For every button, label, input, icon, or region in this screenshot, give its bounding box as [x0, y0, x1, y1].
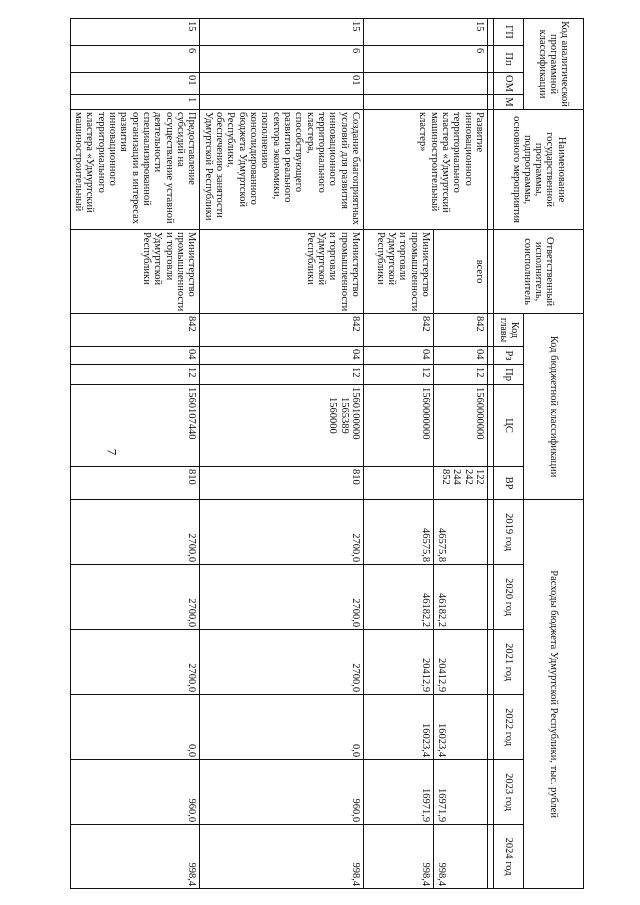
value-cell: 16023,4 — [434, 695, 488, 760]
gp-cell: 15 — [200, 19, 364, 46]
vr-value: 122 — [474, 469, 485, 485]
name-cell: Создание благоприятных условий для развития инновационного территориального кластера, способствующего развитию реального сектора экономики, пополнению консолидированного бюджета Удмуртской Республики, обеспечению занятости Удмуртской Республики — [200, 110, 364, 230]
budget-code-group-header: Код бюджетной классификации — [524, 314, 584, 500]
responsible-header: Ответственный исполнитель, соисполнитель — [494, 230, 584, 314]
rz-cell: 04 — [434, 347, 488, 365]
vr-cell: 810 — [200, 467, 364, 500]
cs-value: 1565389 — [338, 397, 350, 434]
vr-header: ВР — [494, 467, 524, 500]
value-cell: 16971,9 — [364, 760, 434, 825]
year-header: 2024 год — [494, 825, 524, 889]
value-cell: 46575,8 — [364, 500, 434, 565]
gp-cell: 15 — [70, 19, 200, 46]
value-cell: 2700,0 — [70, 630, 200, 695]
expenses-group-header: Расходы бюджета Удмуртской Республики, тыс. рублей — [524, 500, 584, 889]
rz-cell: 04 — [364, 347, 434, 365]
kod-cell: 842 — [434, 314, 488, 347]
cs-value: 1560000 — [327, 397, 339, 434]
m-cell — [200, 95, 364, 110]
value-cell: 960,0 — [70, 760, 200, 825]
budget-table — [70, 18, 584, 889]
cs-cell — [200, 385, 364, 467]
value-cell: 998,4 — [200, 825, 364, 889]
value-cell: 0,0 — [200, 695, 364, 760]
cs-value: 1560100000 — [350, 387, 361, 440]
value-cell: 46182,2 — [364, 565, 434, 630]
om-cell: 01 — [200, 73, 364, 95]
kod-cell: 842 — [70, 314, 200, 347]
om-cell: 01 — [70, 73, 200, 95]
m-header: М — [494, 95, 524, 110]
cs-header: ЦС — [494, 385, 524, 467]
value-cell: 46575,8 — [434, 500, 488, 565]
year-header: 2020 год — [494, 565, 524, 630]
m-cell — [364, 95, 488, 110]
pp-cell: 6 — [70, 46, 200, 73]
landscape-page — [73, 18, 584, 888]
rz-header: Рз — [494, 347, 524, 365]
year-header: 2019 год — [494, 500, 524, 565]
value-cell: 20412,9 — [364, 630, 434, 695]
value-cell: 2700,0 — [70, 500, 200, 565]
value-cell: 960,0 — [200, 760, 364, 825]
name-cell: Предоставление субсидий на осуществление уставной деятельности специализированной организации в интересах развития инновационного территориального кластера «Удмуртский машиностроительный — [70, 110, 200, 230]
rz-cell: 04 — [200, 347, 364, 365]
page-number: 7 — [104, 448, 120, 456]
value-cell: 0,0 — [70, 695, 200, 760]
gp-cell: 15 — [364, 19, 488, 46]
vr-cell — [434, 467, 488, 500]
m-cell: 1 — [70, 95, 200, 110]
pr-cell: 12 — [70, 365, 200, 385]
responsible-cell: Министерство промышленности и торговли Удмуртской Республики — [70, 230, 200, 314]
value-cell: 16971,9 — [434, 760, 488, 825]
responsible-cell: Министерство промышленности и торговли Удмуртской Республики — [200, 230, 364, 314]
table-row — [200, 19, 364, 889]
table-row — [434, 19, 488, 889]
vr-cell — [364, 467, 434, 500]
table-row — [70, 19, 200, 889]
value-cell: 2700,0 — [70, 565, 200, 630]
rotated-table-wrapper — [73, 18, 584, 888]
cs-cell: 1560107440 — [70, 385, 200, 467]
rz-cell: 04 — [70, 347, 200, 365]
value-cell: 998,4 — [434, 825, 488, 889]
value-cell: 46182,2 — [434, 565, 488, 630]
vr-value: 852 — [440, 469, 452, 485]
value-cell: 998,4 — [70, 825, 200, 889]
pr-cell: 12 — [434, 365, 488, 385]
value-cell: 20412,9 — [434, 630, 488, 695]
value-cell: 998,4 — [364, 825, 434, 889]
kod-cell: 842 — [200, 314, 364, 347]
pr-cell: 12 — [364, 365, 434, 385]
cs-cell: 1560000000 — [364, 385, 434, 467]
responsible-cell: всего — [434, 230, 488, 314]
vr-value: 242 — [462, 469, 474, 485]
kod-glavy-header: Код главы — [494, 314, 524, 347]
pp-cell: 6 — [200, 46, 364, 73]
value-cell: 16023,4 — [364, 695, 434, 760]
cs-cell: 1560000000 — [434, 385, 488, 467]
pr-cell: 12 — [200, 365, 364, 385]
name-cell: Развитие инновационного территориального кластера «Удмуртский машиностроительный кластер» — [364, 110, 488, 230]
vr-value: 244 — [451, 469, 463, 485]
kod-cell: 842 — [364, 314, 434, 347]
pp-cell: 6 — [364, 46, 488, 73]
vr-cell: 810 — [70, 467, 200, 500]
value-cell: 2700,0 — [200, 630, 364, 695]
gp-header: ГП — [494, 19, 524, 46]
om-cell — [364, 73, 488, 95]
year-header: 2021 год — [494, 630, 524, 695]
name-header: Наименование государственной программы, подпрограммы, основного мероприятия — [494, 110, 584, 230]
om-header: ОМ — [494, 73, 524, 95]
value-cell: 2700,0 — [200, 565, 364, 630]
responsible-cell: Министерство промышленности и торговли Удмуртской Республики — [364, 230, 434, 314]
value-cell: 2700,0 — [200, 500, 364, 565]
pr-header: Пр — [494, 365, 524, 385]
year-header: 2022 год — [494, 695, 524, 760]
year-header: 2023 год — [494, 760, 524, 825]
pp-header: Пп — [494, 46, 524, 73]
code-group-header: Код аналитической программной классификации — [524, 19, 584, 110]
